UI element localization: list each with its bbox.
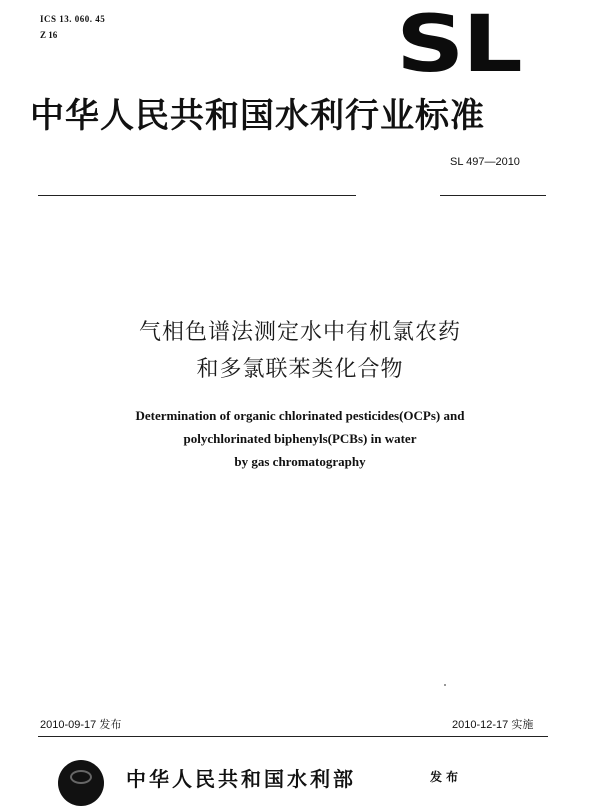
en-title-line-2: polychlorinated biphenyls(PCBs) in water xyxy=(183,431,417,446)
ics-code: ICS 13. 060. 45 xyxy=(40,14,106,24)
issued-label: 发布 xyxy=(430,770,463,784)
implement-date: 2010-12-17 实施 xyxy=(452,719,534,731)
header-divider-left xyxy=(38,195,356,196)
publish-date: 2010-09-17 发布 xyxy=(40,719,122,731)
standard-number: SL 497—2010 xyxy=(450,156,520,168)
standard-category-title: 中华人民共和国水利行业标准 xyxy=(30,96,485,136)
en-title-line-1: Determination of organic chlorinated pesticides(OCPs) and xyxy=(135,408,465,423)
en-title-line-3: by gas chromatography xyxy=(234,454,366,469)
issuing-ministry: 中华人民共和国水利部 xyxy=(126,767,356,791)
sl-logo: SL xyxy=(396,0,521,90)
cn-title-line-2: 和多氯联苯类化合物 xyxy=(196,357,404,382)
scan-speck xyxy=(444,684,446,686)
emblem-detail xyxy=(70,770,92,784)
footer-divider xyxy=(38,736,548,737)
cn-title-line-1: 气相色谱法测定水中有机氯农药 xyxy=(138,320,461,345)
header-divider-right xyxy=(440,195,546,196)
classification-code: Z 16 xyxy=(40,30,58,40)
